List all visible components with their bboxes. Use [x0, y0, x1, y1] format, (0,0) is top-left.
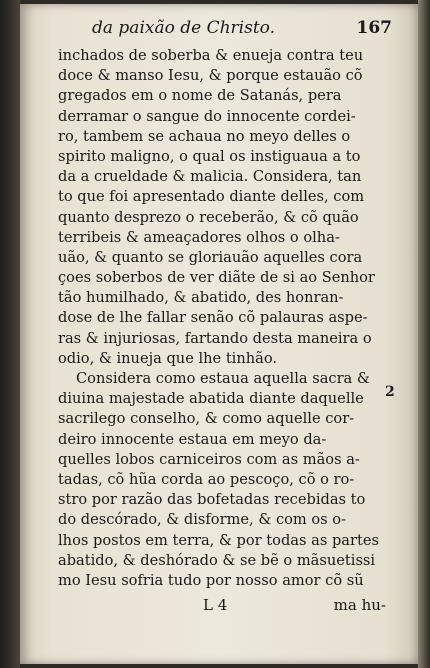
text-line: mo Iesu sofria tudo por nosso amor cõ sũ	[58, 571, 364, 589]
text-line: dose de lhe fallar senão cõ palauras aspe-	[58, 309, 368, 327]
text-line: lhos postos em terra, & por todas as partes	[58, 531, 379, 549]
text-line: ro, tambem se achaua no meyo delles o	[58, 127, 351, 145]
text-line: abatido, & deshórado & se bẽ o mãsuetissi	[58, 551, 376, 569]
page-footer	[58, 596, 392, 618]
text-line: tadas, cõ hũa corda ao pescoço, cõ o ro-	[58, 470, 355, 488]
text-line: do descórado, & disforme, & com os o-	[58, 511, 347, 529]
body-text	[58, 46, 392, 591]
book-gutter	[0, 0, 20, 668]
page-number: 167	[356, 18, 392, 38]
page-edge-shadow	[418, 0, 430, 668]
text-line: diuina majestade abatida diante daquelle	[58, 390, 364, 408]
text-line: quelles lobos carniceiros com as mãos a-	[58, 450, 360, 468]
text-line: tão humilhado, & abatido, des honran-	[58, 289, 344, 307]
text-line: stro por razão das bofetadas recebidas to	[58, 491, 366, 509]
running-title: da paixão de Christo.	[92, 18, 275, 38]
text-line: ras & injuriosas, fartando desta maneira o	[58, 329, 372, 347]
text-line: doce & manso Iesu, & porque estauão cõ	[58, 67, 363, 85]
signature-mark: L 4	[203, 596, 228, 614]
text-line: inchados de soberba & enueja contra teu	[58, 47, 364, 64]
text-line: çoes soberbos de ver diãte de si ao Senhor	[58, 269, 375, 287]
text-line: Considera como estaua aquella sacra &	[76, 370, 370, 387]
text-line: sacrilego conselho, & como aquelle cor-	[58, 410, 355, 428]
text-line: quanto desprezo o receberão, & cõ quão	[58, 208, 359, 226]
text-line: da a crueldade & malicia. Considera, tan	[58, 168, 362, 186]
text-line: derramar o sangue do innocente cordei-	[58, 107, 356, 125]
text-line: uão, & quanto se gloriauão aquelles cora	[58, 248, 363, 266]
text-line: odio, & inueja que lhe tinhão.	[58, 349, 278, 367]
text-line: gregados em o nome de Satanás, pera	[58, 87, 342, 105]
catchword: ma hu-	[333, 596, 386, 614]
text-line: to que foi apresentado diante delles, com	[58, 188, 365, 206]
text-line: spirito maligno, o qual os instiguaua a to	[58, 147, 361, 165]
page-header	[80, 18, 400, 40]
text-line: deiro innocente estaua em meyo da-	[58, 430, 327, 448]
text-line: terribeis & ameaçadores olhos o olha-	[58, 228, 340, 246]
margin-note: 2	[385, 384, 395, 400]
